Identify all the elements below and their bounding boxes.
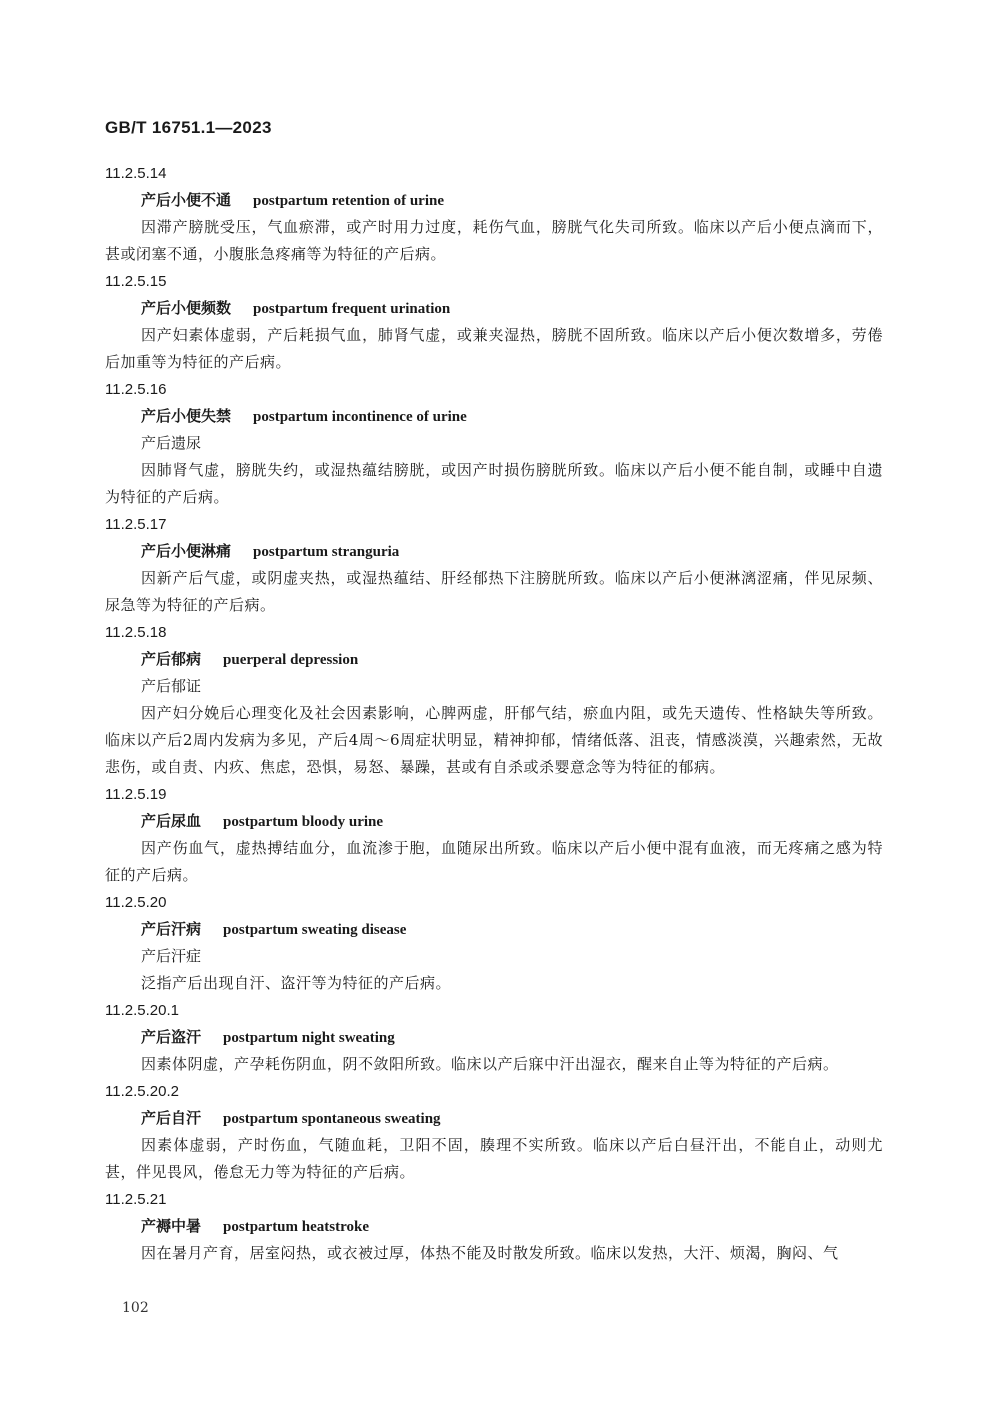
term-synonym: 产后遗尿 [141,434,202,452]
term-heading [105,1213,883,1240]
term-heading [105,808,883,835]
standard-header: GB/T 16751.1—2023 [105,118,272,137]
term-english: puerperal depression [223,652,359,668]
term-english: postpartum night sweating [223,1030,395,1046]
term-chinese: 产褥中暑 [141,1217,202,1235]
term-heading [105,403,883,430]
term-synonym: 产后汗症 [141,947,202,965]
term-heading [105,646,883,673]
term-chinese: 产后小便失禁 [141,407,232,425]
term-heading [105,295,883,322]
term-english: postpartum sweating disease [223,922,407,938]
term-english: postpartum stranguria [253,544,400,560]
term-entry [105,268,883,376]
term-heading [105,1105,883,1132]
term-entry [105,889,883,997]
term-number: 11.2.5.16 [105,381,167,398]
term-heading [105,538,883,565]
term-number: 11.2.5.18 [105,624,167,641]
term-entry [105,1186,883,1267]
term-number: 11.2.5.17 [105,516,167,533]
term-entry [105,781,883,889]
page-number: 102 [122,1300,149,1316]
term-definition: 泛指产后出现自汗、盗汗等为特征的产后病。 [141,974,452,992]
term-entry [105,376,883,511]
term-chinese: 产后小便淋痛 [141,542,232,560]
term-heading [105,916,883,943]
term-chinese: 产后小便不通 [141,191,232,209]
term-entry [105,619,883,781]
term-number: 11.2.5.20.1 [105,1002,179,1019]
term-chinese: 产后小便频数 [141,299,232,317]
term-entry [105,1078,883,1186]
term-definition: 因产伤血气，虚热搏结血分，血流渗于胞，血随尿出所致。临床以产后小便中混有血液，而无疼痛之感为特征的产后病。 [105,839,883,884]
term-english: postpartum frequent urination [253,301,451,317]
term-english: postpartum retention of urine [253,193,444,209]
term-definition: 因在暑月产育，居室闷热，或衣被过厚，体热不能及时散发所致。临床以发热，大汗、烦渴，胸闷、气 [141,1244,839,1262]
term-number: 11.2.5.15 [105,273,167,290]
term-heading [105,187,883,214]
term-english: postpartum incontinence of urine [253,409,467,425]
term-chinese: 产后盗汗 [141,1028,202,1046]
term-definition: 因肺肾气虚，膀胱失约，或湿热蕴结膀胱，或因产时损伤膀胱所致。临床以产后小便不能自制，或睡中自遗为特征的产后病。 [105,461,883,506]
term-definition: 因新产后气虚，或阴虚夹热，或湿热蕴结、肝经郁热下注膀胱所致。临床以产后小便淋漓涩痛，伴见尿频、尿急等为特征的产后病。 [105,569,883,614]
term-heading [105,1024,883,1051]
term-list [105,160,883,1267]
term-definition: 因素体阴虚，产孕耗伤阴血，阴不敛阳所致。临床以产后寐中汗出湿衣，醒来自止等为特征的产后病。 [141,1055,839,1073]
term-chinese: 产后郁病 [141,650,202,668]
term-definition: 因滞产膀胱受压，气血瘀滞，或产时用力过度，耗伤气血，膀胱气化失司所致。临床以产后小便点滴而下，甚或闭塞不通，小腹胀急疼痛等为特征的产后病。 [105,218,883,263]
term-english: postpartum heatstroke [223,1219,369,1235]
term-entry [105,997,883,1078]
term-chinese: 产后汗病 [141,920,202,938]
term-number: 11.2.5.20.2 [105,1083,179,1100]
term-number: 11.2.5.20 [105,894,167,911]
term-chinese: 产后自汗 [141,1109,202,1127]
term-chinese: 产后尿血 [141,812,202,830]
term-definition: 因素体虚弱，产时伤血，气随血耗，卫阳不固，腠理不实所致。临床以产后白昼汗出，不能自止，动则尤甚，伴见畏风，倦怠无力等为特征的产后病。 [105,1136,883,1181]
term-synonym: 产后郁证 [141,677,202,695]
term-english: postpartum bloody urine [223,814,384,830]
term-entry [105,160,883,268]
term-number: 11.2.5.14 [105,165,167,182]
term-number: 11.2.5.21 [105,1191,167,1208]
term-definition: 因产妇分娩后心理变化及社会因素影响，心脾两虚，肝郁气结，瘀血内阻，或先天遗传、性格缺失等所致。临床以产后2周内发病为多见，产后4周～6周症状明显，精神抑郁，情绪低落、沮丧，情感淡漠，兴趣索然，无故悲伤，或自责、内疚、焦虑，恐惧，易怒、暴躁，甚或有自杀或杀婴意念等为特征的郁病。 [105,704,883,776]
term-entry [105,511,883,619]
term-english: postpartum spontaneous sweating [223,1111,441,1127]
term-definition: 因产妇素体虚弱，产后耗损气血，肺肾气虚，或兼夹湿热，膀胱不固所致。临床以产后小便次数增多，劳倦后加重等为特征的产后病。 [105,326,883,371]
term-number: 11.2.5.19 [105,786,167,803]
